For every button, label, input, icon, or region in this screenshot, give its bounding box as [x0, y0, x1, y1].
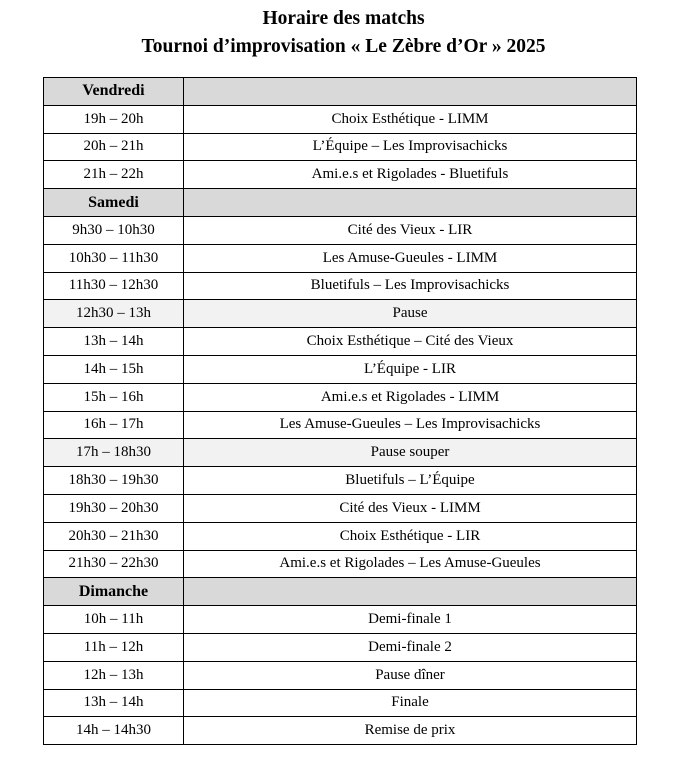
match-row [44, 689, 637, 717]
day-header-blank [184, 578, 637, 606]
day-label: Vendredi [44, 78, 184, 106]
match-row [44, 328, 637, 356]
day-label: Samedi [44, 189, 184, 217]
time-slot: 18h30 – 19h30 [44, 467, 184, 495]
pause-row [44, 300, 637, 328]
match-label: Pause souper [184, 439, 637, 467]
match-label: Ami.e.s et Rigolades - Bluetifuls [184, 161, 637, 189]
match-row [44, 633, 637, 661]
day-header-blank [184, 189, 637, 217]
match-label: Bluetifuls – L’Équipe [184, 467, 637, 495]
match-row [44, 355, 637, 383]
time-slot: 16h – 17h [44, 411, 184, 439]
time-slot: 13h – 14h [44, 328, 184, 356]
match-label: L’Équipe - LIR [184, 355, 637, 383]
match-row [44, 105, 637, 133]
match-row [44, 494, 637, 522]
time-slot: 12h – 13h [44, 661, 184, 689]
match-label: Finale [184, 689, 637, 717]
match-row [44, 467, 637, 495]
day-header-row [44, 578, 637, 606]
day-header-blank [184, 78, 637, 106]
match-row [44, 550, 637, 578]
time-slot: 13h – 14h [44, 689, 184, 717]
time-slot: 10h30 – 11h30 [44, 244, 184, 272]
match-row [44, 133, 637, 161]
time-slot: 12h30 – 13h [44, 300, 184, 328]
match-label: Demi-finale 1 [184, 606, 637, 634]
match-label: Ami.e.s et Rigolades - LIMM [184, 383, 637, 411]
schedule-table [43, 77, 637, 745]
match-row [44, 272, 637, 300]
match-row [44, 661, 637, 689]
match-row [44, 383, 637, 411]
match-label: L’Équipe – Les Improvisachicks [184, 133, 637, 161]
match-row [44, 411, 637, 439]
time-slot: 15h – 16h [44, 383, 184, 411]
match-label: Bluetifuls – Les Improvisachicks [184, 272, 637, 300]
time-slot: 19h – 20h [44, 105, 184, 133]
match-label: Remise de prix [184, 717, 637, 745]
time-slot: 17h – 18h30 [44, 439, 184, 467]
title-line-2: Tournoi d’improvisation « Le Zèbre d’Or » 2025 [141, 36, 546, 57]
time-slot: 19h30 – 20h30 [44, 494, 184, 522]
time-slot: 20h30 – 21h30 [44, 522, 184, 550]
pause-row [44, 439, 637, 467]
day-label: Dimanche [44, 578, 184, 606]
match-label: Cité des Vieux - LIR [184, 216, 637, 244]
document-title [0, 5, 687, 61]
match-label: Choix Esthétique - LIR [184, 522, 637, 550]
match-label: Les Amuse-Gueules – Les Improvisachicks [184, 411, 637, 439]
time-slot: 20h – 21h [44, 133, 184, 161]
match-label: Choix Esthétique - LIMM [184, 105, 637, 133]
title-line-1: Horaire des matchs [262, 8, 425, 29]
match-label: Choix Esthétique – Cité des Vieux [184, 328, 637, 356]
match-label: Cité des Vieux - LIMM [184, 494, 637, 522]
time-slot: 11h – 12h [44, 633, 184, 661]
match-row [44, 161, 637, 189]
match-row [44, 244, 637, 272]
time-slot: 14h – 15h [44, 355, 184, 383]
time-slot: 21h – 22h [44, 161, 184, 189]
day-header-row [44, 189, 637, 217]
match-row [44, 717, 637, 745]
schedule-body [44, 78, 637, 745]
time-slot: 10h – 11h [44, 606, 184, 634]
match-label: Pause dîner [184, 661, 637, 689]
match-label: Les Amuse-Gueules - LIMM [184, 244, 637, 272]
time-slot: 11h30 – 12h30 [44, 272, 184, 300]
time-slot: 14h – 14h30 [44, 717, 184, 745]
match-row [44, 522, 637, 550]
match-label: Ami.e.s et Rigolades – Les Amuse-Gueules [184, 550, 637, 578]
day-header-row [44, 78, 637, 106]
time-slot: 9h30 – 10h30 [44, 216, 184, 244]
match-label: Pause [184, 300, 637, 328]
match-row [44, 606, 637, 634]
match-label: Demi-finale 2 [184, 633, 637, 661]
time-slot: 21h30 – 22h30 [44, 550, 184, 578]
match-row [44, 216, 637, 244]
